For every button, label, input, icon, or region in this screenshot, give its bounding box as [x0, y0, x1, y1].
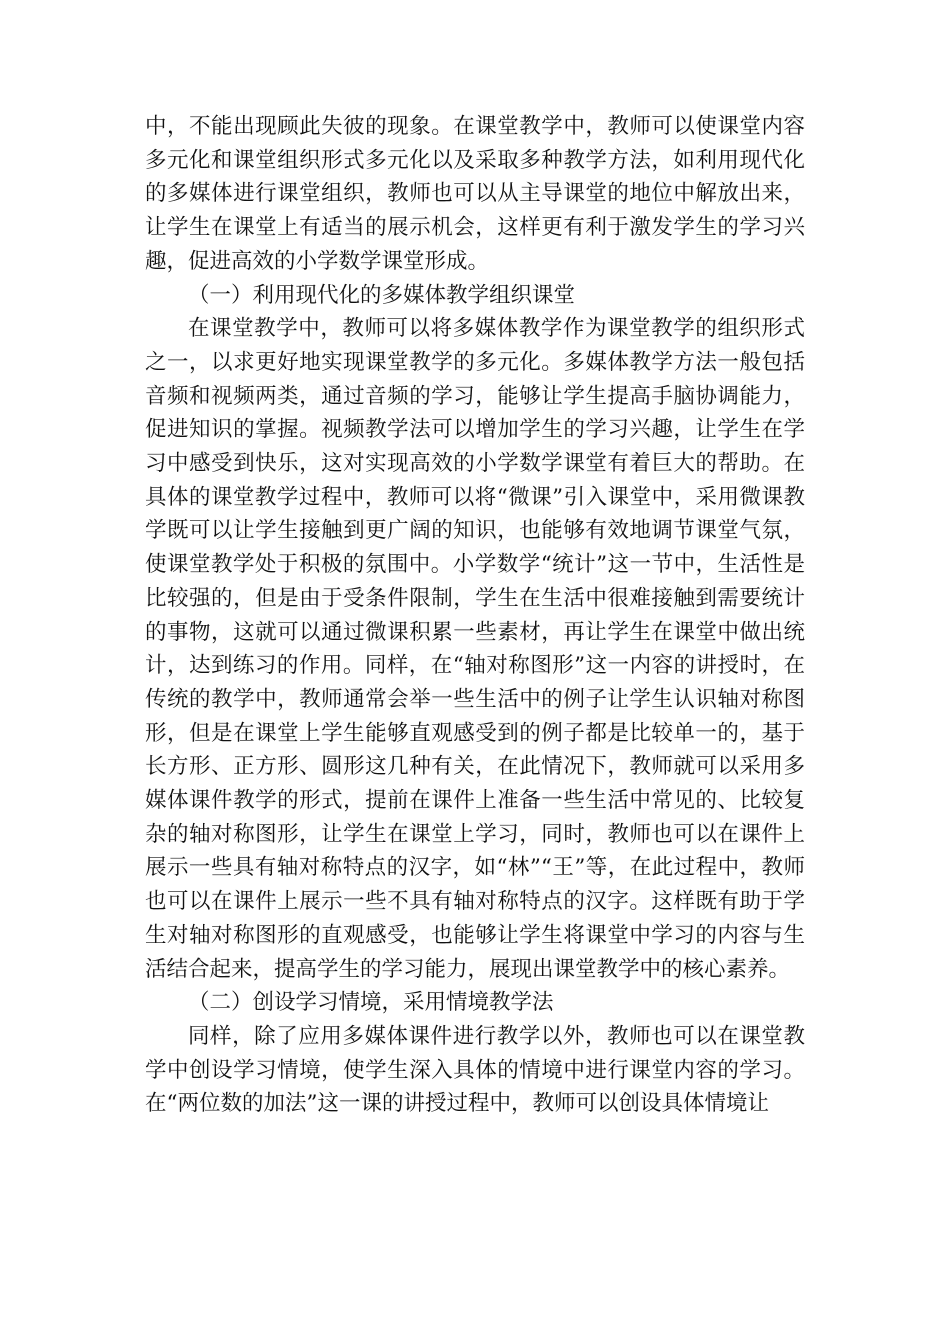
- paragraph-continued: 中，不能出现顾此失彼的现象。在课堂教学中，教师可以使课堂内容多元化和课堂组织形式多元化以及采取多种教学方法，如利用现代化的多媒体进行课堂组织，教师也可以从主导课堂的地位中解放出来，让学生在课堂上有适当的展示机会，这样更有利于激发学生的学习兴趣，促进高效的小学数学课堂形成。: [145, 114, 805, 274]
- paragraph-section-1: 在课堂教学中，教师可以将多媒体教学作为课堂教学的组织形式之一，以求更好地实现课堂教学的多元化。多媒体教学方法一般包括音频和视频两类，通过音频的学习，能够让学生提高手脑协调能力，促进知识的掌握。视频教学法可以增加学生的学习兴趣，让学生在学习中感受到快乐，这对实现高效的小学数学课堂有着巨大的帮助。在具体的课堂教学过程中，教师可以将“微课”引入课堂中，采用微课教学既可以让学生接触到更广阔的知识，也能够有效地调节课堂气氛，使课堂教学处于积极的氛围中。小学数学“统计”这一节中，生活性是比较强的，但是由于受条件限制，学生在生活中很难接触到需要统计的事物，这就可以通过微课积累一些素材，再让学生在课堂中做出统计，达到练习的作用。同样，在“轴对称图形”这一内容的讲授时，在传统的教学中，教师通常会举一些生活中的例子让学生认识轴对称图形，但是在课堂上学生能够直观感受到的例子都是比较单一的，基于长方形、正方形、圆形这几种有关，在此情况下，教师就可以采用多媒体课件教学的形式，提前在课件上准备一些生活中常见的、比较复杂的轴对称图形，让学生在课堂上学习，同时，教师也可以在课件上展示一些具有轴对称特点的汉字，如“林”“王”等，在此过程中，教师也可以在课件上展示一些不具有轴对称特点的汉字。这样既有助于学生对轴对称图形的直观感受，也能够让学生将课堂中学习的内容与生活结合起来，提高学生的学习能力，展现出课堂教学中的核心素养。: [145, 316, 805, 982]
- document-page: [145, 110, 805, 1121]
- paragraph-section-2: 同样，除了应用多媒体课件进行教学以外，教师也可以在课堂教学中创设学习情境，使学生深入具体的情境中进行课堂内容的学习。在“两位数的加法”这一课的讲授过程中，教师可以创设具体情境让: [145, 1023, 805, 1117]
- section-heading-1: （一）利用现代化的多媒体教学组织课堂: [188, 282, 576, 308]
- section-heading-2: （二）创设学习情境，采用情境教学法: [188, 990, 554, 1016]
